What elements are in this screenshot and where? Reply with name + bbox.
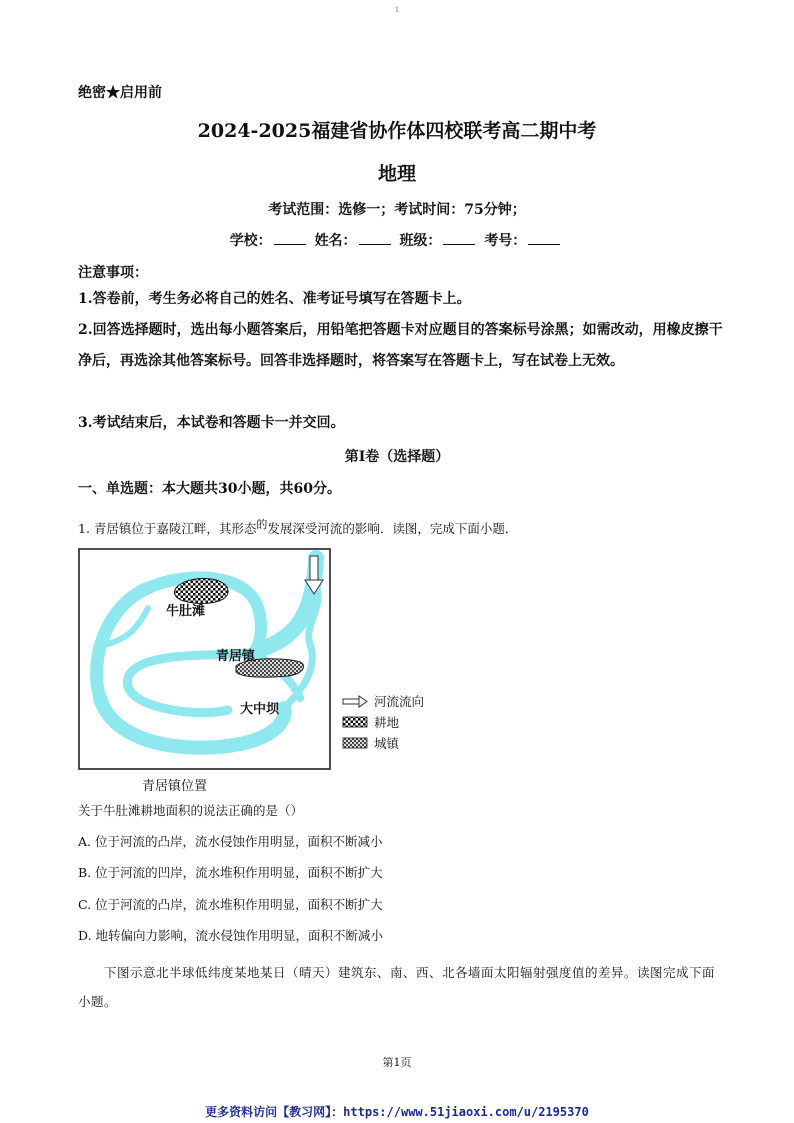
exam-info: 考试范围：选修一；考试时间：75分钟； <box>268 202 526 218</box>
blank-line <box>274 232 306 245</box>
qingju-map <box>78 548 448 773</box>
note-item: 3.考试结束后，本试卷和答题卡一并交回。 <box>78 415 345 431</box>
q1-intro-sup: 的 <box>256 518 268 531</box>
secret-label: 绝密★启用前 <box>78 85 162 101</box>
option-b: B. 位于河流的凹岸，流水堆积作用明显，面积不断扩大 <box>78 865 383 880</box>
q1-intro-text-end: 发展深受河流的影响．读图，完成下面小题． <box>267 521 518 537</box>
student-fields <box>0 230 794 250</box>
legend-flow-label: 河流流向 <box>374 694 425 709</box>
page-number: 第1页 <box>382 1056 412 1069</box>
label-qingju: 青居镇 <box>216 649 256 664</box>
exam-title: 2024-2025福建省协作体四校联考高二期中考 <box>197 120 597 142</box>
part-title: 第I卷（选择题） <box>344 449 450 465</box>
field-school: 学校： <box>229 233 272 249</box>
question-1-intro <box>78 516 517 537</box>
footer-link[interactable]: 更多资料访问【教习网】：https://www.51jiaoxi.com/u/2195370 <box>205 1105 589 1119</box>
legend-town-label: 城镇 <box>374 736 400 751</box>
blank-line <box>359 232 391 245</box>
subject-title: 地理 <box>377 163 416 185</box>
option-d: D. 地转偏向力影响，流水侵蚀作用明显，面积不断减小 <box>78 928 384 943</box>
note-item: 1.答卷前，考生务必将自己的姓名、准考证号填写在答题卡上。 <box>78 291 471 307</box>
label-niudutan: 牛肚滩 <box>166 604 206 619</box>
map-legend <box>343 694 424 751</box>
question-stem: 关于牛肚滩耕地面积的说法正确的是（） <box>78 803 304 818</box>
map-caption: 青居镇位置 <box>142 779 208 794</box>
section-title: 一、单选题：本大题共30小题，共60分。 <box>78 481 341 497</box>
blank-line <box>443 232 475 245</box>
q1-intro-text: 1. 青居镇位于嘉陵江畔，其形态 <box>78 521 257 537</box>
notes-title: 注意事项： <box>78 265 148 281</box>
blank-line <box>528 232 560 245</box>
legend-arrow-icon <box>343 696 367 707</box>
legend-farmland-swatch <box>343 717 367 727</box>
field-class: 班级： <box>399 233 442 249</box>
legend-farmland-label: 耕地 <box>374 715 400 730</box>
option-c: C. 位于河流的凸岸，流水堆积作用明显，面积不断扩大 <box>78 897 383 912</box>
field-number: 考号： <box>484 233 527 249</box>
legend-town-swatch <box>343 738 367 748</box>
top-mark: 1 <box>394 6 400 14</box>
field-name: 姓名： <box>314 233 357 249</box>
next-question-intro: 下图示意北半球低纬度某地某日（晴天）建筑东、南、西、北各墙面太阳辐射强度值的差异。读图完成下面小题。 <box>78 965 716 1009</box>
label-dazhongba: 大中坝 <box>240 702 280 717</box>
option-a: A. 位于河流的凸岸，流水侵蚀作用明显，面积不断减小 <box>78 834 383 849</box>
note-item: 2.回答选择题时，选出每小题答案后，用铅笔把答题卡对应题目的答案标号涂黑；如需改动，用橡皮擦干净后，再选涂其他答案标号。回答非选择题时，将答案写在答题卡上，写在试卷上无效。 <box>78 322 723 369</box>
